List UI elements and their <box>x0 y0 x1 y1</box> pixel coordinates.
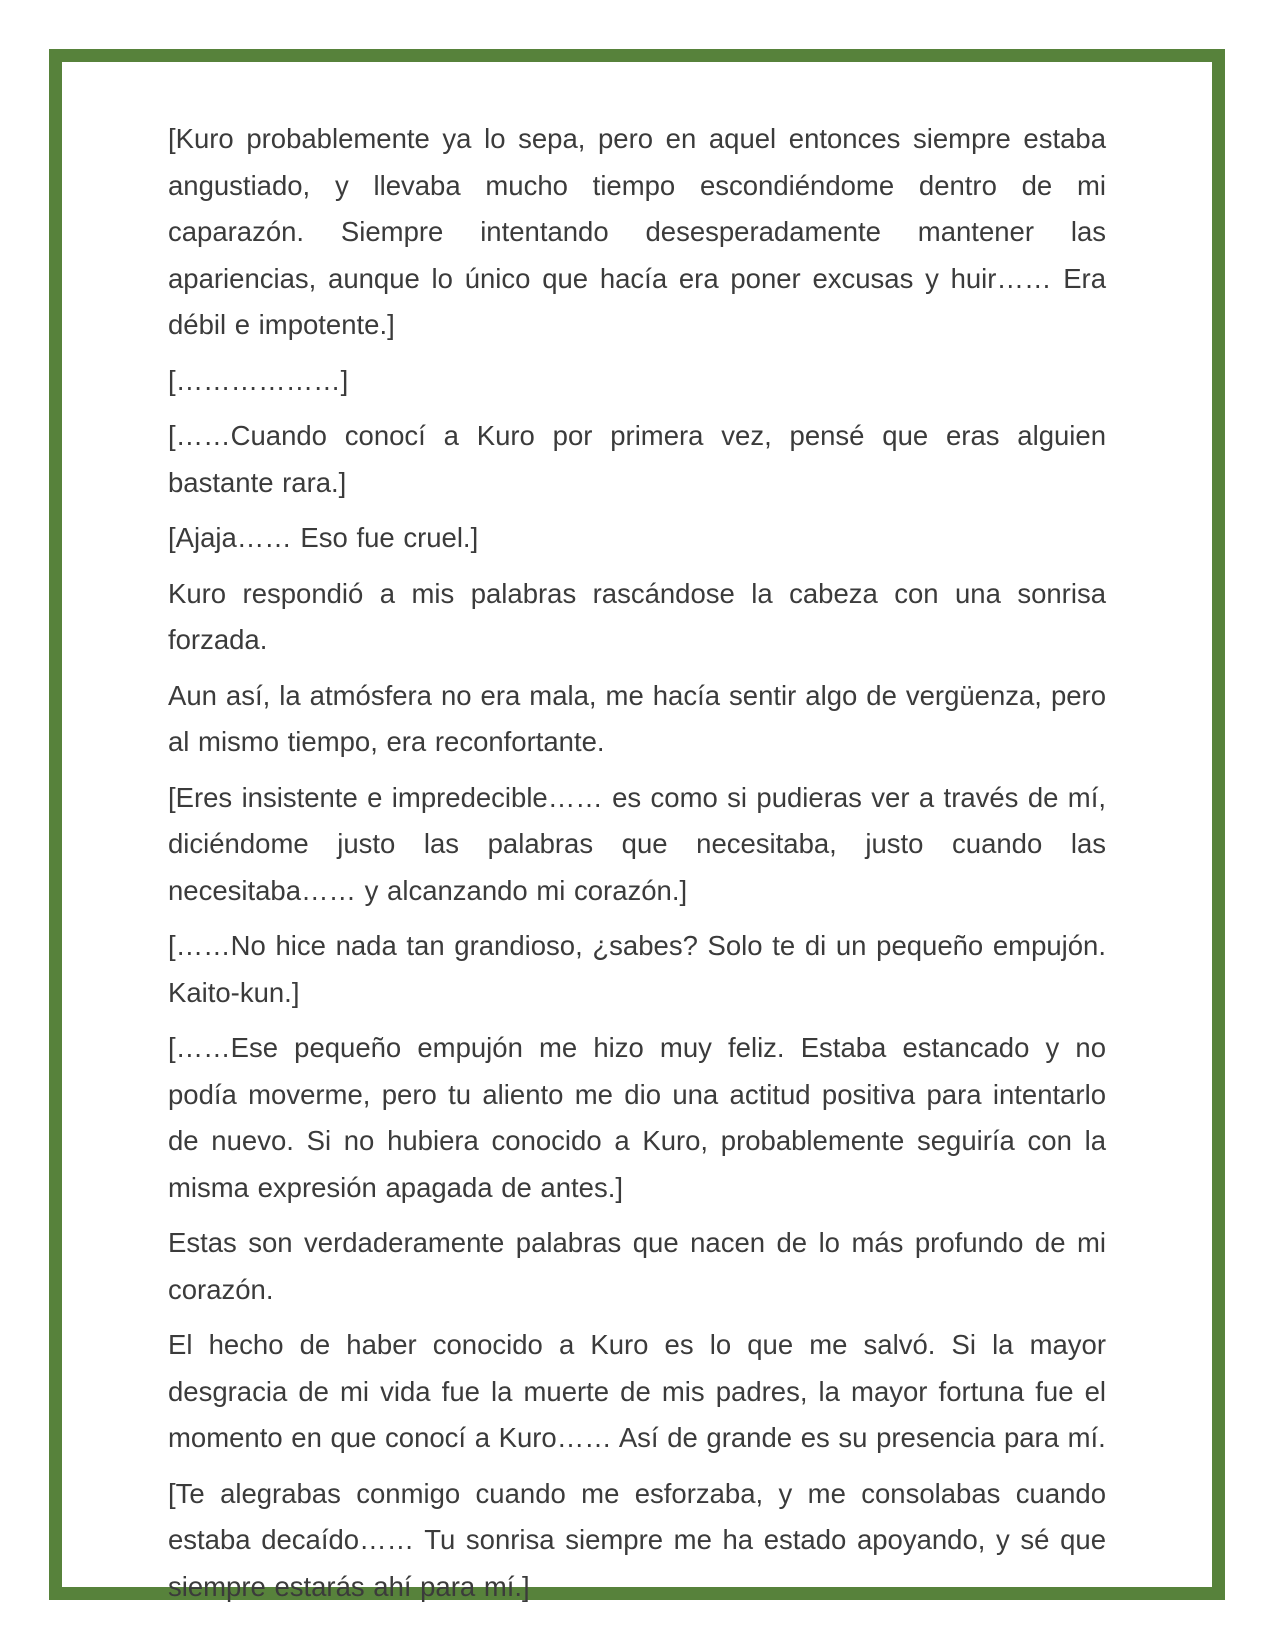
paragraph: Aun así, la atmósfera no era mala, me hacía sentir algo de vergüenza, pero al mismo tiempo, era reconfortante. <box>168 679 1106 757</box>
paragraph: Estas son verdaderamente palabras que nacen de lo más profundo de mi corazón. <box>168 1227 1106 1305</box>
paragraph: Kuro respondió a mis palabras rascándose la cabeza con una sonrisa forzada. <box>168 577 1106 655</box>
paragraph: [Eres insistente e impredecible…… es como si pudieras ver a través de mí, diciéndome justo las palabras que necesitaba, justo cuando las necesitaba…… y alcanzando mi corazón.] <box>168 781 1106 906</box>
paragraph: [Kuro probablemente ya lo sepa, pero en aquel entonces siempre estaba angustiado, y llevaba mucho tiempo escondiéndome dentro de mi caparazón. Siempre intentando desesperadamente mantener las apariencias, aunque lo único que hacía era poner excusas y huir…… Era débil e impotente.] <box>168 123 1106 340</box>
paragraph: [……Ese pequeño empujón me hizo muy feliz. Estaba estancado y no podía moverme, pero tu aliento me dio una actitud positiva para intentarlo de nuevo. Si no hubiera conocido a Kuro, probablemente seguiría con la misma expresión apagada de antes.] <box>168 1032 1106 1203</box>
paragraph: [……No hice nada tan grandioso, ¿sabes? Solo te di un pequeño empujón. Kaito-kun.] <box>168 930 1106 1008</box>
document-content <box>62 62 1212 1610</box>
paragraph: [Ajaja…… Eso fue cruel.] <box>168 522 479 553</box>
page-border-frame <box>49 49 1225 1600</box>
paragraph: [……Cuando conocí a Kuro por primera vez, pensé que eras alguien bastante rara.] <box>168 420 1106 498</box>
paragraph: El hecho de haber conocido a Kuro es lo que me salvó. Si la mayor desgracia de mi vida fue la muerte de mis padres, la mayor fortuna fue el momento en que conocí a Kuro…… Así de grande es su presencia para mí. <box>168 1329 1106 1453</box>
paragraph: [………………] <box>168 364 349 396</box>
paragraph: [Te alegrabas conmigo cuando me esforzaba, y me consolabas cuando estaba decaído…… Tu sonrisa siempre me ha estado apoyando, y sé que siempre estarás ahí para mí.] <box>168 1477 1106 1602</box>
